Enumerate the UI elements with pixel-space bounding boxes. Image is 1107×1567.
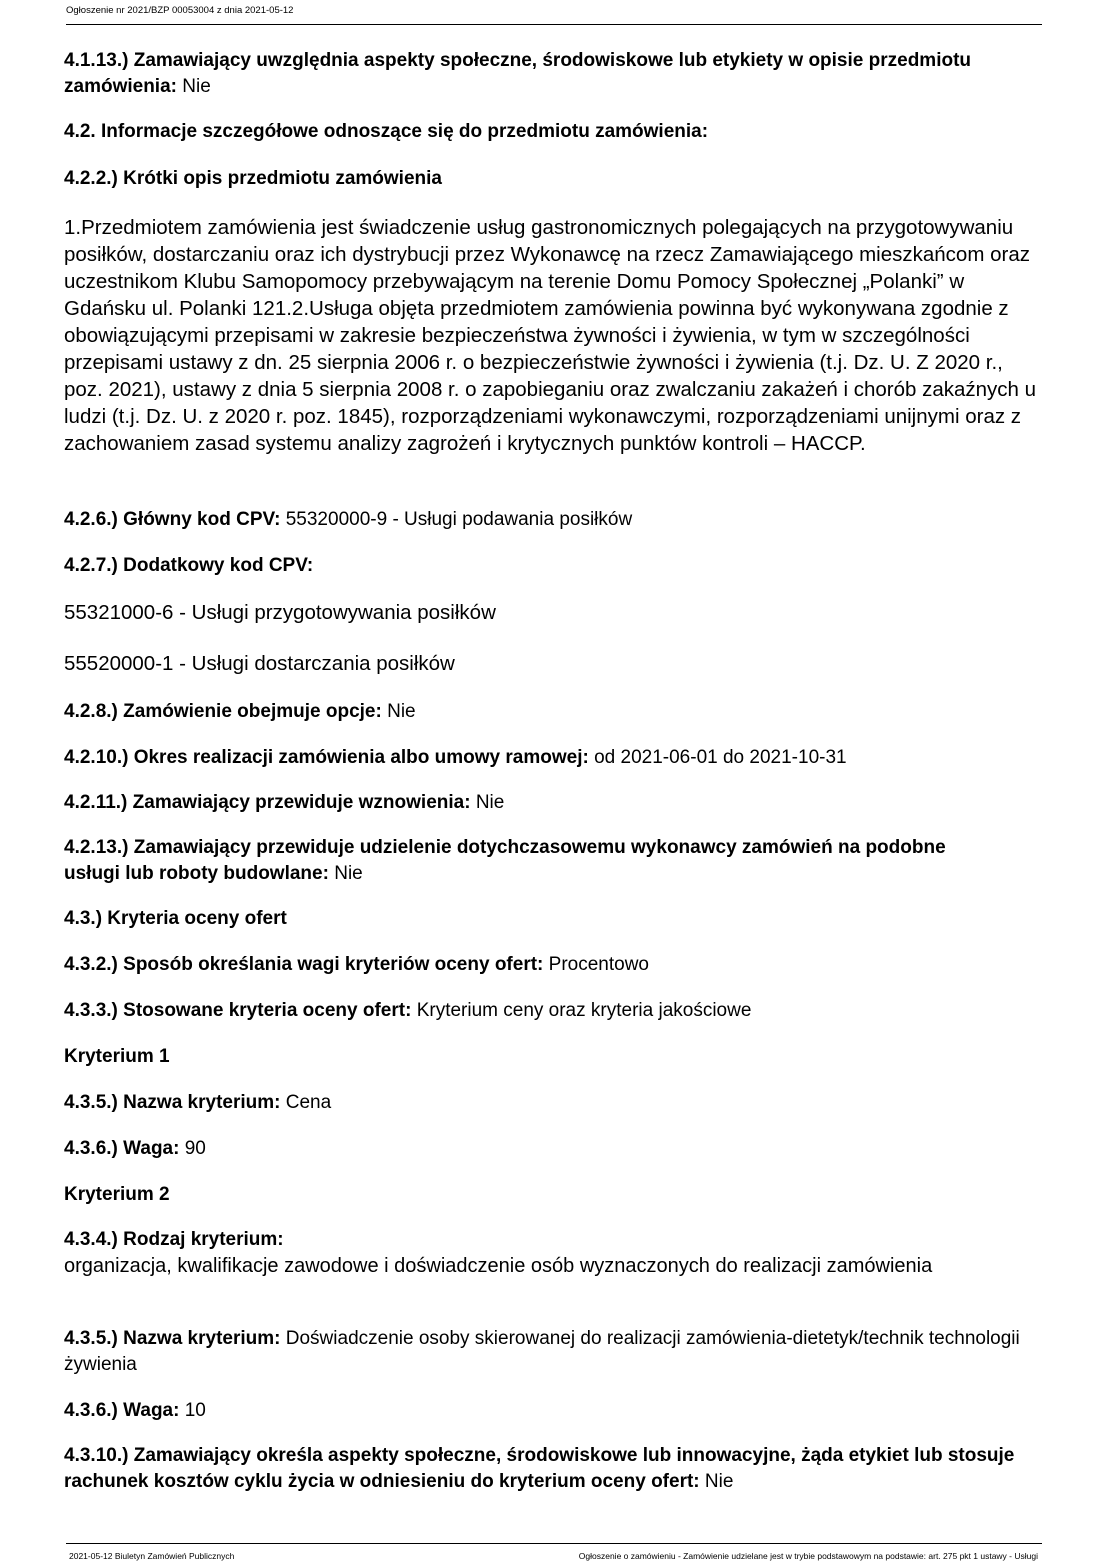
section-value: 10 [184,1400,206,1421]
section-4-2-7-heading: 4.2.7.) Dodatkowy kod CPV: [64,555,314,576]
section-value: Nie [334,863,363,884]
section-value: Nie [387,701,416,722]
section-4-2-10 [64,745,847,771]
section-value: od 2021-06-01 do 2021-10-31 [594,747,847,768]
section-4-2-2-heading: 4.2.2.) Krótki opis przedmiotu zamówienia [64,168,442,189]
section-4-2-13 [64,835,1004,887]
footer-left-text: 2021-05-12 Biuletyn Zamówień Publicznych [69,1551,235,1561]
page-header [66,5,1042,25]
footer-right-text: Ogłoszenie o zamówieniu - Zamówienie udzielane jest w trybie podstawowym na podstawie: art. 275 pkt 1 ustawy - Usługi [578,1551,1038,1561]
section-value: Nie [182,76,211,97]
additional-cpv-code: 55520000-1 - Usługi dostarczania posiłków [64,652,455,675]
additional-cpv-code: 55321000-6 - Usługi przygotowywania posiłków [64,601,496,624]
section-value: Doświadczenie osoby skierowanej do realizacji zamówienia-dietetyk/technik technologii żywienia [64,1328,1020,1375]
criterion-2-title: Kryterium 2 [64,1184,170,1205]
section-value: Kryterium ceny oraz kryteria jakościowe [416,1000,752,1021]
criterion-1-weight [64,1136,206,1162]
section-value: Procentowo [548,954,649,975]
section-label: 4.2.8.) Zamówienie obejmuje opcje: [64,701,382,722]
page-footer [66,1543,1042,1561]
section-4-1-13 [64,48,1046,100]
criterion-1-name [64,1090,331,1116]
section-value: Nie [475,792,505,813]
section-label: 4.3.2.) Sposób określania wagi kryteriów oceny ofert: [64,954,544,975]
section-label: 4.2.6.) Główny kod CPV: [64,509,281,530]
section-label: 4.3.5.) Nazwa kryterium: [64,1328,281,1349]
section-value: Cena [285,1092,332,1113]
section-label: 4.3.5.) Nazwa kryterium: [64,1092,281,1113]
section-value: Nie [704,1471,734,1492]
section-4-3-2 [64,952,649,978]
section-value: 90 [184,1138,206,1159]
description-text: 1.Przedmiotem zamówienia jest świadczenie usług gastronomicznych polegających na przygotowywaniu posiłków, dostarczaniu oraz ich dystrybucji przez Wykonawcę na rzecz Zamawiającego mieszkańcom oraz uczestnikom Klubu Samopomocy przebywającym na terenie Domu Pomocy Społecznej „Polanki” w Gdańsku ul. Polanki 121.2.Usługa objęta przedmiotem zamówienia powinna być wykonywana zgodnie z obowiązującymi przepisami w zakresie bezpieczeństwa żywności i żywienia, w tym w szczególności przepisami ustawy z dn. 25 sierpnia 2006 r. o bezpieczeństwie żywności i żywienia (t.j. Dz. U. Z 2020 r., poz. 2021), ustawy z dnia 5 sierpnia 2008 r. o zapobieganiu oraz zwalczaniu zakażeń i chorób zakaźnych u ludzi (t.j. Dz. U. z 2020 r. poz. 1845), rozporządzeniami wykonawczymi, rozporządzeniami unijnymi oraz z zachowaniem zasad systemu analizy zagrożeń i krytycznych punktów kontroli – HACCP. [64,216,1037,455]
section-label: 4.2.11.) Zamawiający przewiduje wznowienia: [64,792,471,813]
section-4-3-10 [64,1443,1046,1495]
criterion-2-name [64,1326,1046,1378]
section-4-2-8 [64,699,416,725]
criterion-2-weight [64,1398,206,1424]
criterion-1-title: Kryterium 1 [64,1046,170,1067]
section-value: 55320000-9 - Usługi podawania posiłków [285,509,633,530]
header-text: Ogłoszenie nr 2021/BZP 00053004 z dnia 2021-05-12 [66,5,294,16]
section-label: 4.1.13.) Zamawiający uwzględnia aspekty społeczne, środowiskowe lub etykiety w opisie przedmiotu zamówienia: [64,50,972,97]
section-label: 4.3.6.) Waga: [64,1400,180,1421]
section-label: 4.3.10.) Zamawiający określa aspekty społeczne, środowiskowe lub innowacyjne, żąda etykiet lub stosuje rachunek kosztów cyklu życia w odniesieniu do kryterium oceny ofert: [64,1445,1015,1492]
section-label: 4.2.13.) Zamawiający przewiduje udzielenie dotychczasowemu wykonawcy zamówień na podobne usługi lub roboty budowlane: [64,837,946,884]
criterion-2-type-value: organizacja, kwalifikacje zawodowe i doświadczenie osób wyznaczonych do realizacji zamówienia [64,1255,933,1277]
section-label: 4.3.6.) Waga: [64,1138,180,1159]
section-label: 4.2.10.) Okres realizacji zamówienia albo umowy ramowej: [64,747,589,768]
criterion-2-type-label: 4.3.4.) Rodzaj kryterium: [64,1229,284,1250]
section-4-2-6 [64,507,632,533]
section-4-2-11 [64,790,504,816]
section-label: 4.3.3.) Stosowane kryteria oceny ofert: [64,1000,412,1021]
section-4-3-3 [64,998,751,1024]
section-4-3-heading: 4.3.) Kryteria oceny ofert [64,908,287,929]
section-4-2-heading: 4.2. Informacje szczegółowe odnoszące się do przedmiotu zamówienia: [64,121,709,142]
